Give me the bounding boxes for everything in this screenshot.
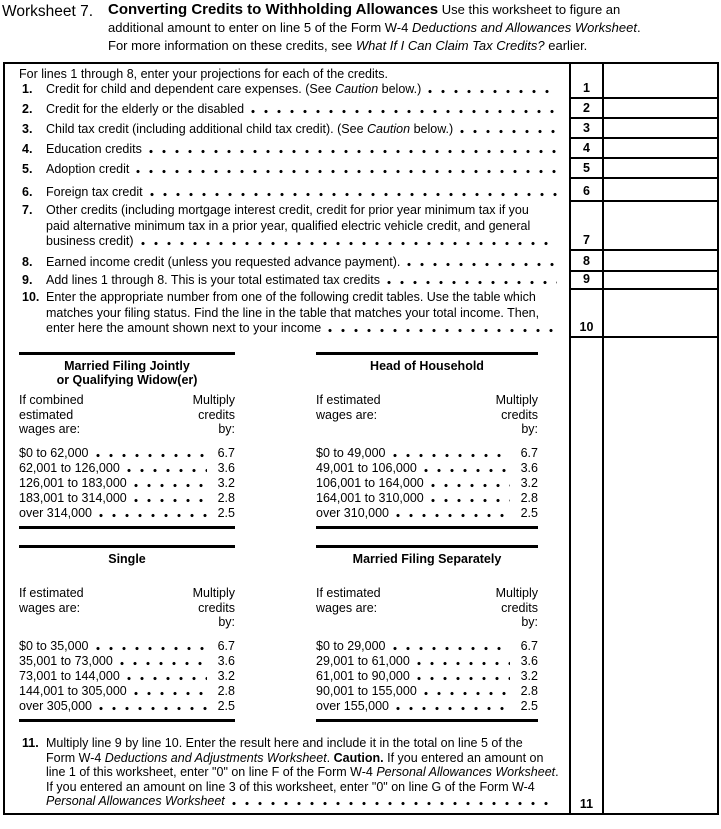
rule	[316, 352, 538, 355]
dot-leader	[460, 129, 557, 134]
worksheet-intro: Use this worksheet to figure an additional amount to enter on line 5 of the Form W-4 Deductions and Allowances Worksheet. For more information on these credits, see What If I Can Claim Tax Credits? earlier.	[108, 2, 641, 53]
dot-leader	[431, 483, 510, 488]
answer-box-5	[602, 159, 717, 179]
line-item-11: 11. Multiply line 9 by line 10. Enter the result here and include it in the total on line 5 of the Form W-4 Deductions and Adjustments Worksheet. Caution. If you entered an amount on line 1 of this worksheet, enter "0" on line F of the Form W-4 Personal Allowances Worksheet. If you entered an amount on line 3 of this worksheet, enter "0" on line G of the Form W-4 Personal Allowances Worksheet	[19, 736, 559, 809]
header-text	[108, 1, 719, 55]
answer-box-4	[602, 139, 717, 159]
line-item-10-cell	[5, 290, 569, 338]
dot-leader	[134, 483, 207, 488]
line-item-text: Foreign tax credit	[46, 184, 143, 199]
line-item-6-cell	[5, 179, 569, 202]
dot-leader	[120, 661, 207, 666]
worksheet-number-label: Worksheet 7.	[2, 3, 94, 20]
wages-column-header: If combined estimated wages are:	[19, 393, 84, 436]
dot-leader	[136, 169, 557, 174]
line-number-box-6: 6	[569, 179, 602, 202]
line-number-box-10: 10	[569, 290, 602, 338]
credit-table-title: Married Filing Jointly or Qualifying Widow(er)	[56, 359, 198, 387]
multiplier-column-header: Multiply credits by:	[495, 586, 538, 629]
dot-leader	[396, 513, 510, 518]
multiplier-column-header: Multiply credits by:	[192, 586, 235, 629]
answer-box-11	[602, 338, 717, 813]
line-item-number: 11.	[22, 736, 39, 751]
dot-leader	[127, 676, 207, 681]
table-row: $0 to 29,000 6.7	[316, 639, 538, 653]
line-item-text: Enter the appropriate number from one of the following credit tables. Use the table which matches your filing status. Find the line in the table that matches your total income. Then,	[46, 290, 540, 320]
line-number-box-5: 5	[569, 159, 602, 179]
credit-tables	[19, 352, 559, 722]
answer-box-2	[602, 99, 717, 119]
line-item-number: 3.	[22, 121, 33, 136]
table-row: $0 to 35,000 6.7	[19, 639, 235, 653]
line-item-number: 7.	[22, 203, 33, 218]
dot-leader	[99, 706, 207, 711]
wages-column-header: If estimated wages are:	[316, 393, 381, 422]
dot-leader	[127, 468, 207, 473]
worksheet-title: Converting Credits to Withholding Allowances	[108, 1, 439, 18]
dot-leader	[428, 89, 557, 94]
line-number-box-7: 7	[569, 202, 602, 251]
answer-box-7	[602, 202, 717, 251]
line-item-number: 1.	[22, 82, 33, 96]
line-item-6	[19, 185, 559, 200]
line-number-box-11: 11	[569, 338, 602, 813]
line-item-number: 8.	[22, 254, 33, 269]
line-item-2	[19, 102, 559, 117]
table-row: 164,001 to 310,000 2.8	[316, 491, 538, 505]
dot-leader	[424, 468, 510, 473]
line-item-text: Adoption credit	[46, 161, 130, 176]
dot-leader	[424, 691, 510, 696]
table-row: 144,001 to 305,000 2.8	[19, 684, 235, 698]
table-row: 183,001 to 314,000 2.8	[19, 491, 235, 505]
answer-box-3	[602, 119, 717, 139]
line-item-4-cell	[5, 139, 569, 159]
rule	[316, 719, 538, 722]
dot-leader	[251, 109, 557, 114]
line-item-9-cell	[5, 272, 569, 290]
table-row: over 305,000 2.5	[19, 699, 235, 713]
table-row: 126,001 to 183,000 3.2	[19, 476, 235, 490]
wages-column-header: If estimated wages are:	[316, 586, 381, 615]
dot-leader	[387, 280, 557, 285]
rule	[316, 545, 538, 548]
table-row: over 310,000 2.5	[316, 506, 538, 520]
answer-box-8	[602, 251, 717, 272]
credit-table-head-of-household	[316, 352, 538, 529]
dot-leader	[141, 241, 557, 246]
table-row: 73,001 to 144,000 3.2	[19, 669, 235, 683]
line-item-5-cell	[5, 159, 569, 179]
dot-leader	[232, 801, 557, 806]
rule	[316, 526, 538, 529]
line-number-box-3: 3	[569, 119, 602, 139]
line-item-text: Credit for the elderly or the disabled	[46, 101, 245, 116]
line-item-4	[19, 142, 559, 157]
credit-table-single	[19, 545, 235, 722]
table-row: 29,001 to 61,000 3.6	[316, 654, 538, 668]
dot-leader	[328, 328, 557, 333]
line-number-box-2: 2	[569, 99, 602, 119]
answer-box-1	[602, 64, 717, 99]
line-item-text: Multiply line 9 by line 10. Enter the result here and include it in the total on line 5 of the Form W-4 Deductions and Adjustments Worksheet. Caution. If you entered an amount on line 1 of this worksheet, enter "0" on line F of the Form W-4 Personal Allowances Worksheet. If you entered an amount on line 3 of this worksheet, enter "0" on line G of the Form W-4	[46, 736, 559, 794]
worksheet-table	[3, 62, 719, 815]
line-item-text: Child tax credit (including additional child tax credit). (See Caution below.)	[46, 121, 454, 136]
credit-table-married-filing-jointly	[19, 352, 235, 529]
line-item-1-cell	[5, 64, 569, 99]
rule	[19, 545, 235, 548]
rule	[19, 719, 235, 722]
answer-box-6	[602, 179, 717, 202]
line-item-8-cell	[5, 251, 569, 272]
line-item-7-cell	[5, 202, 569, 251]
multiplier-column-header: Multiply credits by:	[192, 393, 235, 436]
dot-leader	[396, 706, 510, 711]
line-item-10: 10. Enter the appropriate number from one of the following credit tables. Use the table which matches your filing status. Find the line in the table that matches your total income. Then, enter here the amount shown next to your income	[19, 290, 559, 336]
table-row: 35,001 to 73,000 3.6	[19, 654, 235, 668]
dot-leader	[96, 646, 207, 651]
line-item-text: Education credits	[46, 141, 142, 156]
dot-leader	[150, 192, 557, 197]
dot-leader	[407, 262, 557, 267]
table-row: 106,001 to 164,000 3.2	[316, 476, 538, 490]
line-item-text: Earned income credit (unless you requested advance payment).	[46, 254, 401, 269]
line-item-11-wrap	[19, 736, 559, 809]
table-row: 62,001 to 126,000 3.6	[19, 461, 235, 475]
line-item-1	[19, 82, 559, 97]
table-row: 49,001 to 106,000 3.6	[316, 461, 538, 475]
table-row: $0 to 49,000 6.7	[316, 446, 538, 460]
credit-table-title: Head of Household	[370, 359, 484, 373]
dot-leader	[134, 691, 207, 696]
line-item-text: Other credits (including mortgage interest credit, credit for prior year minimum tax if you paid alternative minimum tax in a prior year, qualified electric vehicle credit, and general	[46, 203, 531, 233]
dot-leader	[149, 149, 557, 154]
table-row: 90,001 to 155,000 2.8	[316, 684, 538, 698]
line-item-number: 9.	[22, 272, 33, 287]
answer-box-10	[602, 290, 717, 338]
line-item-number: 5.	[22, 161, 33, 176]
line-item-7: 7. Other credits (including mortgage interest credit, credit for prior year minimum tax if you paid alternative minimum tax in a prior year, qualified electric vehicle credit, and general business credit)	[19, 203, 559, 249]
line-item-number: 4.	[22, 141, 33, 156]
line-item-3	[19, 122, 559, 137]
table-row: over 155,000 2.5	[316, 699, 538, 713]
dot-leader	[417, 661, 510, 666]
dot-leader	[393, 646, 510, 651]
table-row: 61,001 to 90,000 3.2	[316, 669, 538, 683]
line-item-text: Add lines 1 through 8. This is your total estimated tax credits	[46, 272, 380, 287]
line-number-box-1: 1	[569, 64, 602, 99]
credit-tables-and-line-11-cell	[5, 338, 569, 813]
header	[2, 1, 719, 55]
dot-leader	[96, 453, 207, 458]
wages-column-header: If estimated wages are:	[19, 586, 84, 615]
multiplier-column-header: Multiply credits by:	[495, 393, 538, 436]
line-item-9	[19, 273, 559, 288]
line-item-2-cell	[5, 99, 569, 119]
table-row: over 314,000 2.5	[19, 506, 235, 520]
line-item-8	[19, 255, 559, 270]
line-item-number: 10.	[22, 290, 40, 305]
line-item-number: 6.	[22, 184, 33, 199]
line-item-3-cell	[5, 119, 569, 139]
credit-table-title: Married Filing Separately	[352, 552, 502, 566]
rule	[19, 352, 235, 355]
line-number-box-4: 4	[569, 139, 602, 159]
line-item-number: 2.	[22, 101, 33, 116]
dot-leader	[393, 453, 510, 458]
dot-leader	[134, 498, 207, 503]
line-number-box-9: 9	[569, 272, 602, 290]
dot-leader	[431, 498, 510, 503]
table-row: $0 to 62,000 6.7	[19, 446, 235, 460]
credit-table-married-filing-separately	[316, 545, 538, 722]
worksheet-instruction: For lines 1 through 8, enter your projections for each of the credits.	[19, 67, 388, 81]
line-number-box-8: 8	[569, 251, 602, 272]
answer-box-9	[602, 272, 717, 290]
rule	[19, 526, 235, 529]
dot-leader	[99, 513, 207, 518]
line-item-5	[19, 162, 559, 177]
credit-table-title: Single	[108, 552, 146, 566]
line-item-text: Credit for child and dependent care expenses. (See Caution below.)	[46, 82, 422, 96]
dot-leader	[417, 676, 510, 681]
